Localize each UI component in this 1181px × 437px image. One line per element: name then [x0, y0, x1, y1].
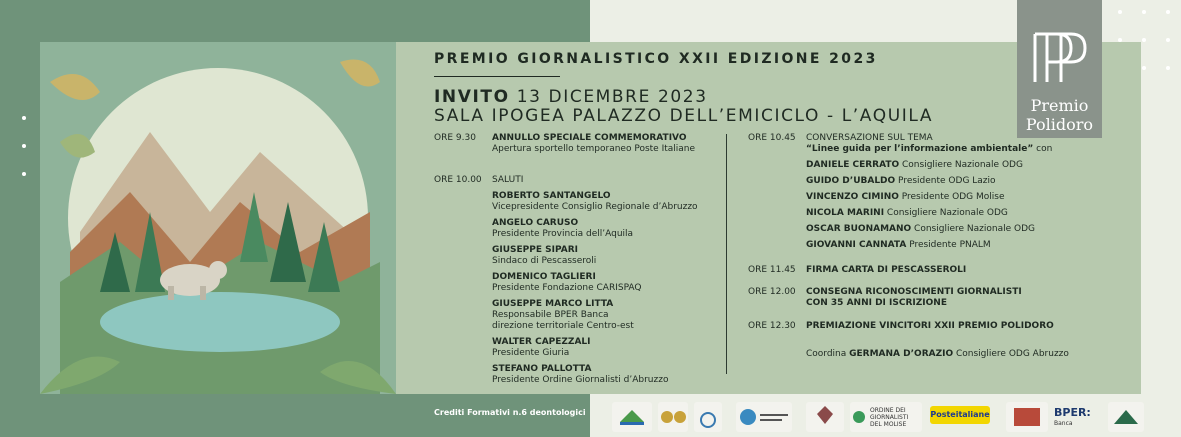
sponsor-logo-abruzzo [612, 402, 652, 432]
column-divider [726, 134, 727, 374]
sponsor-logo-crest [658, 402, 688, 432]
logo-text-polidoro: Polidoro [1025, 115, 1094, 134]
premio-polidoro-logo [1017, 0, 1102, 138]
speaker: DOMENICO TAGLIERI Presidente Fondazione CARISPAQ [492, 272, 642, 293]
sponsor-logo-circle [694, 402, 722, 432]
time-label: ORE 12.30 [748, 321, 796, 331]
sponsor-logo-carispaq-fondazione [1108, 402, 1144, 432]
title-underline [434, 76, 560, 77]
speaker: ROBERTO SANTANGELO Vicepresidente Consiglio Regionale d’Abruzzo [492, 191, 698, 212]
invite-label: INVITO [434, 87, 510, 107]
speaker: GIUSEPPE SIPARI Sindaco di Pescasseroli [492, 245, 597, 266]
sponsor-logo-fondazione [736, 402, 792, 432]
event-theme: “Linee guida per l’informazione ambientale” con [806, 144, 1053, 154]
venue: SALA IPOGEA PALAZZO DELL’EMICICLO - L’AQUILA [434, 106, 934, 126]
speaker: NICOLA MARINI Consigliere Nazionale ODG [806, 208, 1008, 218]
sponsor-logo-carispaq [1006, 402, 1048, 432]
speaker: OSCAR BUONAMANO Consigliere Nazionale ODG [806, 224, 1035, 234]
event-title: CONSEGNA RICONOSCIMENTI GIORNALISTI [806, 287, 1022, 297]
speaker: DANIELE CERRATO Consigliere Nazionale ODG [806, 160, 1023, 170]
event-title: FIRMA CARTA DI PESCASSEROLI [806, 265, 967, 275]
speaker: GUIDO D’UBALDO Presidente ODG Lazio [806, 176, 996, 186]
logo-text-premio: Premio [1030, 96, 1089, 115]
event-intro: SALUTI [492, 175, 524, 185]
time-label: ORE 11.45 [748, 265, 796, 275]
time-label: ORE 10.00 [434, 175, 482, 185]
coordinator-name: GERMANA D’ORAZIO [849, 349, 954, 359]
invite-date: 13 DICEMBRE 2023 [516, 87, 708, 107]
sponsor-logo-bper: BPER: Banca [1054, 406, 1091, 427]
event-title: PREMIAZIONE VINCITORI XXII PREMIO POLIDORO [806, 321, 1054, 331]
speaker: GIOVANNI CANNATA Presidente PNALM [806, 240, 991, 250]
time-label: ORE 9.30 [434, 133, 476, 143]
event-title-line2: CON 35 ANNI DI ISCRIZIONE [806, 298, 947, 308]
time-label: ORE 10.45 [748, 133, 796, 143]
page-title: PREMIO GIORNALISTICO XXII EDIZIONE 2023 [434, 51, 878, 67]
pp-monogram-icon [1027, 30, 1092, 86]
invite-line [434, 87, 708, 107]
speaker: STEFANO PALLOTTA Presidente Ordine Giornalisti d’Abruzzo [492, 364, 669, 385]
event-subtitle: Apertura sportello temporaneo Poste Italiane [492, 144, 696, 154]
coordinator-line: Coordina GERMANA D’ORAZIO Consigliere ODG Abruzzo [806, 349, 1069, 359]
landscape-illustration [40, 42, 396, 394]
speaker: VINCENZO CIMINO Presidente ODG Molise [806, 192, 1005, 202]
sponsor-logo-odg-molise: ORDINE DEI GIORNALISTI DEL MOLISE [850, 402, 922, 432]
speaker: ANGELO CARUSO Presidente Provincia dell’Aquila [492, 218, 634, 239]
odg-icon [852, 410, 866, 424]
speaker: WALTER CAPEZZALI Presidente Giuria [492, 337, 591, 358]
credits-text: Crediti Formativi n.6 deontologici [434, 408, 586, 417]
sponsor-logo-emblem [806, 402, 844, 432]
time-label: ORE 12.00 [748, 287, 796, 297]
event-title: ANNULLO SPECIALE COMMEMORATIVO [492, 133, 687, 143]
speaker: GIUSEPPE MARCO LITTA Responsabile BPER Banca direzione territoriale Centro-est [492, 299, 634, 331]
sponsor-logo-poste: Posteitaliane [930, 406, 990, 424]
event-intro: CONVERSAZIONE SUL TEMA [806, 133, 933, 143]
